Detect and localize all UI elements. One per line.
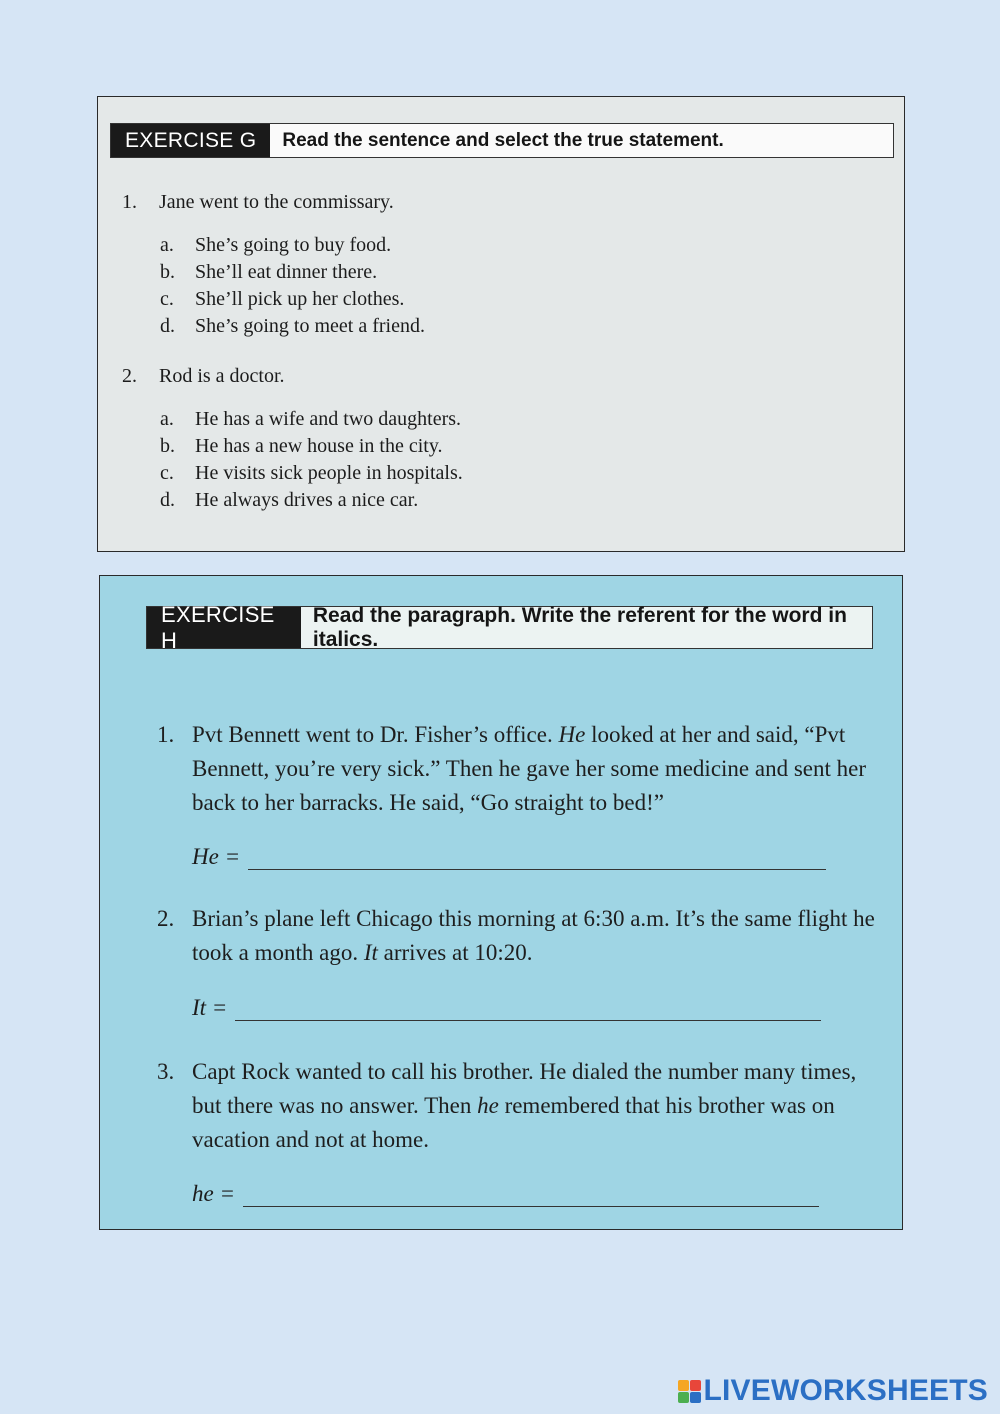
exercise-h-panel (99, 575, 903, 1230)
question-number: 3. (157, 1059, 175, 1084)
question-paragraph: Pvt Bennett went to Dr. Fisher’s office. He looked at her and said, “Pvt Bennett, you’re very sick.” Then he gave her some medicine and sent her back to her barracks. He said, “Go straight to bed!” (192, 722, 866, 815)
option-text: He visits sick people in hospitals. (195, 462, 463, 484)
answer-row-3 (192, 1181, 819, 1207)
exercise-g-header (110, 123, 894, 158)
option-text: He always drives a nice car. (195, 489, 419, 511)
answer-blank[interactable] (243, 1187, 819, 1207)
option-letter: b. (160, 435, 175, 457)
question-number: 2. (157, 906, 175, 931)
option-text: He has a wife and two daughters. (195, 408, 462, 430)
option-letter: d. (160, 315, 175, 337)
italic-referent-word: It (363, 940, 378, 965)
answer-blank[interactable] (235, 1001, 821, 1021)
option-text: He has a new house in the city. (195, 435, 443, 457)
answer-blank[interactable] (248, 850, 826, 870)
logo-square (678, 1392, 689, 1403)
question-number: 2. (122, 365, 137, 387)
option-letter: c. (160, 462, 174, 484)
brand-name: LIVEWORKSHEETS (703, 1374, 988, 1407)
option-letter: a. (160, 234, 174, 256)
exercise-h-instruction: Read the paragraph. Write the referent for the word in italics. (312, 603, 847, 651)
answer-label: It = (192, 995, 228, 1020)
option-letter: a. (160, 408, 174, 430)
answer-row-2 (192, 995, 821, 1021)
option-text: She’s going to meet a friend. (195, 315, 425, 337)
option-text: She’ll eat dinner there. (195, 261, 378, 283)
logo-square (690, 1380, 701, 1391)
answer-label: he = (192, 1181, 235, 1206)
question-paragraph: Brian’s plane left Chicago this morning at 6:30 a.m. It’s the same flight he took a month ago. It arrives at 10:20. (192, 906, 875, 965)
italic-referent-word: He (558, 722, 586, 747)
option-letter: d. (160, 489, 175, 511)
question-number: 1. (122, 191, 137, 213)
exercise-g-tag: EXERCISE G (111, 124, 270, 157)
option-text: She’s going to buy food. (195, 234, 392, 256)
question-text: Jane went to the commissary. (159, 191, 394, 213)
question-number: 1. (157, 722, 175, 747)
question-paragraph: Capt Rock wanted to call his brother. He dialed the number many times, but there was no answer. Then he remembered that his brother was on vacation and not at home. (192, 1059, 857, 1152)
exercise-g-panel (97, 96, 905, 552)
option-letter: c. (160, 288, 174, 310)
answer-label: He = (192, 844, 241, 869)
liveworksheets-logo-icon (678, 1380, 701, 1403)
italic-referent-word: he (477, 1093, 499, 1118)
logo-square (678, 1380, 689, 1391)
exercise-g-instruction: Read the sentence and select the true statement. (282, 129, 724, 151)
logo-square (690, 1392, 701, 1403)
question-text: Rod is a doctor. (159, 365, 285, 387)
option-text: She’ll pick up her clothes. (195, 288, 405, 310)
option-letter: b. (160, 261, 175, 283)
exercise-h-tag: EXERCISE H (147, 607, 301, 648)
answer-row-1 (192, 844, 826, 870)
liveworksheets-brand[interactable] (678, 1374, 989, 1408)
exercise-h-header (146, 601, 873, 653)
